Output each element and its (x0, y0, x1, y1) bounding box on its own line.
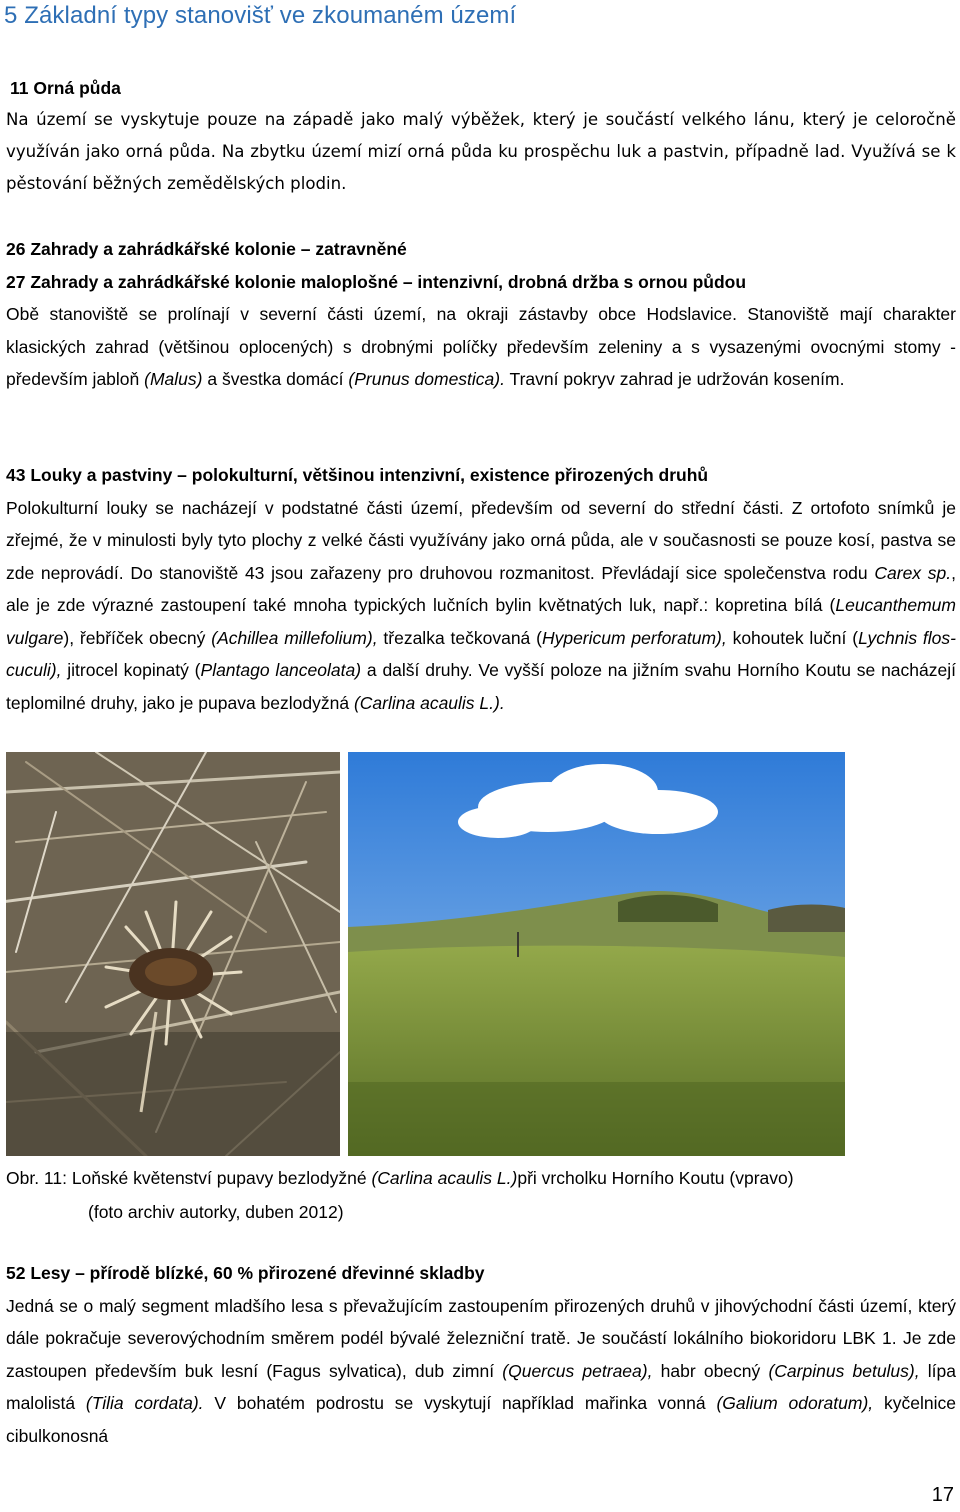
section-paragraph (6, 492, 956, 720)
text-run: ), řebříček obecný (63, 627, 212, 648)
section-paragraph: Na území se vyskytuje pouze na západě jako malý výběžek, který je součástí velkého lánu, který je celoročně využíván jako orná půda. Na zbytku území mizí orná půda ku prospěchu luk a pastvin, případně lad. Využívá se k pěstování běžných zemědělských plodin. (6, 110, 956, 193)
photo-meadow-hill (348, 752, 845, 1156)
photo-carlina-flower (6, 752, 340, 1156)
latin-name: Hypericum perforatum), (541, 627, 727, 648)
latin-name: (Carpinus betulus), (768, 1360, 920, 1381)
section-heading: 26 Zahrady a zahrádkářské kolonie – zatravněné (6, 239, 407, 259)
text-run: V bohatém podrostu se vyskytují například mařinka vonná (203, 1393, 717, 1413)
section-heading: 52 Lesy – přírodě blízké, 60 % přirozené dřevinné skladby (6, 1263, 485, 1283)
latin-name: (Prunus domestica). (348, 369, 505, 389)
text-run: Jedná se o malý segment mladšího lesa s převažujícím zastoupením přirozených druhů v jihovýchodní části území, který dále pokračuje severovýchodním směrem podél bývalé železniční tratě. Je součástí lokálního biokoridoru LBK 1. Je zde zastoupen především buk lesní (Fagus sylvatica), dub zimní (6, 1295, 956, 1381)
text-run: Polokulturní louky se nacházejí v podstatné části území, především od severní do střední části. Z ortofoto snímků je zřejmé, že v minulosti byly tyto plochy z velké části využívány jako orná půda, ale v současnosti se pouze kosí, pastva se zde neprovádí. Do stanoviště 43 jsou zařazeny pro druhovou rozmanitost. Převládají sice společenstva rodu (6, 497, 956, 583)
text-run: habr obecný (652, 1360, 769, 1381)
section-heading: 11 Orná půda (10, 78, 121, 98)
latin-name: Lychnis flos-cuculi), (6, 627, 956, 680)
caption-credit: (foto archiv autorky, duben 2012) (88, 1202, 344, 1222)
caption-line (6, 1161, 956, 1195)
section-gardens (6, 233, 956, 396)
section-heading: 43 Louky a pastviny – polokulturní, většinou intenzivní, existence přirozených druhů (6, 465, 709, 485)
text-run: třezalka tečkovaná ( (377, 627, 542, 648)
latin-name: (Malus) (144, 369, 203, 389)
latin-name: (Carlina acaulis L.). (353, 692, 505, 713)
text-run: , ale je zde výrazné zastoupení také mnoha typických lučních bylin květnatých luk, např.: kopretina bílá ( (6, 562, 956, 615)
text-run: kyčelnice cibulkonosná (6, 1393, 956, 1446)
latin-name: (Tilia cordata). (85, 1393, 204, 1413)
section-forests (6, 1257, 956, 1452)
text-run: jitrocel kopinatý ( (61, 660, 201, 680)
latin-name: Leucanthemum vulgare (6, 595, 956, 648)
page-title: 5 Základní typy stanovišť ve zkoumaném území (4, 2, 517, 29)
latin-name: (Achillea millefolium), (211, 627, 378, 648)
latin-name: (Quercus petraea), (502, 1360, 653, 1381)
latin-name: (Carlina acaulis L.) (371, 1168, 518, 1188)
text-run: a švestka domácí (202, 369, 349, 389)
section-paragraph (6, 298, 956, 396)
section-meadows (6, 459, 956, 719)
text-run: při vrcholku Horního Koutu (vpravo) (517, 1168, 794, 1188)
section-heading: 27 Zahrady a zahrádkářské kolonie maloplošné – intenzivní, drobná držba s ornou půdou (6, 271, 747, 292)
latin-name: Carex sp. (874, 562, 952, 583)
text-run: kohoutek luční ( (726, 627, 859, 648)
text-run: lípa malolistá (6, 1360, 956, 1413)
figure-caption (6, 1161, 956, 1229)
text-run: Obě stanoviště se prolínají v severní části území, na okraji zástavby obce Hodslavice. Stanoviště mají charakter klasických zahrad (většinou oplocených) s drobnými políčky především zeleniny a s vysazenými ovocnými stomy - především jabloň (6, 304, 956, 389)
text-run: Travní pokryv zahrad je udržován kosením. (504, 369, 845, 389)
text-run: Obr. 11: Loňské květenství pupavy bezlodyžné (6, 1168, 372, 1188)
latin-name: (Galium odoratum), (716, 1393, 874, 1413)
latin-name: Plantago lanceolata) (200, 660, 362, 680)
text-run: a další druhy. Ve vyšší poloze na jižním svahu Horního Koutu se nacházejí teplomilné druhy, jako je pupava bezlodyžná (6, 660, 956, 713)
section-paragraph (6, 1290, 956, 1453)
page-number: 17 (931, 1484, 954, 1506)
section-arable-land (6, 72, 956, 200)
